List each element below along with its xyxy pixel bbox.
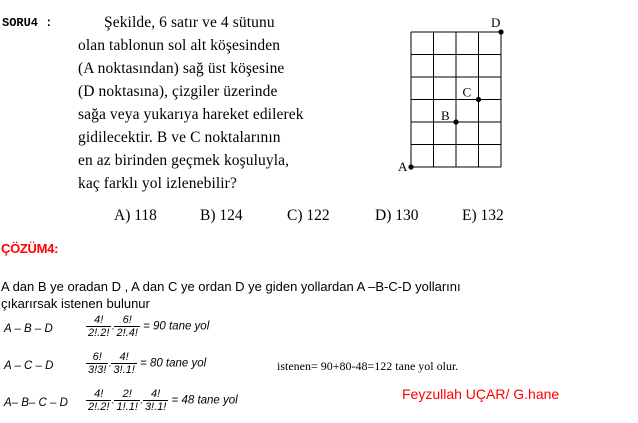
fraction-numerator: 4! xyxy=(94,388,104,400)
fraction xyxy=(114,388,139,413)
choice-e: E) 132 xyxy=(462,207,504,224)
point-a-dot xyxy=(408,164,413,169)
path-abd-name: A – B – D xyxy=(4,323,53,335)
solution-intro-line-1: A dan B ye oradan D , A dan C ye ordan D ye giden yollardan A –B-C-D yollarını xyxy=(1,279,461,294)
question-text-line-5: sağa veya yukarıya hareket edilerek xyxy=(78,106,304,123)
fraction xyxy=(86,388,111,413)
fraction xyxy=(86,351,108,376)
fraction-denominator: 2!.4! xyxy=(116,327,138,339)
choice-d: D) 130 xyxy=(375,207,419,224)
path-abd-expression xyxy=(86,314,209,339)
question-text-line-3: (A noktasından) sağ üst köşesine xyxy=(78,60,285,77)
path-abcd-result: = 48 tane yol xyxy=(171,394,238,407)
fraction-denominator: 2!.2! xyxy=(88,401,110,413)
path-acd-expression xyxy=(86,351,206,376)
final-answer-text: istenen= 90+80-48=122 tane yol olur. xyxy=(277,359,459,373)
point-b-label: B xyxy=(441,108,450,123)
point-c-label: C xyxy=(462,84,472,100)
fraction-denominator: 1!.1! xyxy=(116,401,138,413)
choice-c: C) 122 xyxy=(287,207,330,224)
question-text-line-6: gidilecektir. B ve C noktalarının xyxy=(78,129,281,146)
multiply-dot: . xyxy=(111,320,115,333)
point-d-dot xyxy=(498,29,503,34)
fraction-numerator: 4! xyxy=(94,314,104,326)
fraction xyxy=(143,388,168,413)
path-abd-result: = 90 tane yol xyxy=(143,320,210,333)
solution-label: ÇÖZÜM4: xyxy=(1,241,59,256)
fraction xyxy=(86,314,111,339)
fraction-numerator: 4! xyxy=(119,351,129,363)
question-text-line-7: en az birinden geçmek koşuluyla, xyxy=(78,152,290,169)
fraction-numerator: 6! xyxy=(122,314,132,326)
fraction xyxy=(111,351,136,376)
fraction-numerator: 4! xyxy=(151,388,161,400)
choice-a: A) 118 xyxy=(114,207,157,224)
path-acd-result: = 80 tane yol xyxy=(140,357,207,370)
path-abcd-name: A– B– C – D xyxy=(4,397,68,409)
question-text-line-4: (D noktasına), çizgiler üzerinde xyxy=(78,83,278,100)
question-text-line-2: olan tablonun sol alt köşesinden xyxy=(78,37,281,54)
fraction-denominator: 3!.1! xyxy=(144,401,167,413)
fraction-denominator: 3!.1! xyxy=(113,364,135,376)
fraction xyxy=(114,314,139,339)
point-c-dot xyxy=(476,97,481,102)
question-text-line-8: kaç farklı yol izlenebilir? xyxy=(78,175,237,192)
choice-b: B) 124 xyxy=(200,207,243,224)
multiply-dot: . xyxy=(111,394,115,407)
question-text-line-1: Şekilde, 6 satır ve 4 sütunu xyxy=(104,14,275,31)
grid-svg xyxy=(385,14,515,184)
multiply-dot: . xyxy=(139,394,143,407)
fraction-denominator: 2!.2! xyxy=(88,327,110,339)
point-a-label: A xyxy=(398,159,408,174)
path-acd-name: A – C – D xyxy=(4,360,54,372)
fraction-numerator: 6! xyxy=(92,351,102,363)
path-abcd-expression xyxy=(86,388,238,413)
question-label: SORU4 : xyxy=(2,16,53,30)
grid-figure xyxy=(385,14,515,184)
point-d-label: D xyxy=(491,15,501,30)
solution-intro-line-2: çıkarırsak istenen bulunur xyxy=(1,296,150,311)
author-signature: Feyzullah UÇAR/ G.hane xyxy=(402,386,560,402)
fraction-numerator: 2! xyxy=(122,388,132,400)
multiply-dot: . xyxy=(108,357,112,370)
point-b-dot xyxy=(453,119,458,124)
fraction-denominator: 3!3! xyxy=(88,364,107,376)
